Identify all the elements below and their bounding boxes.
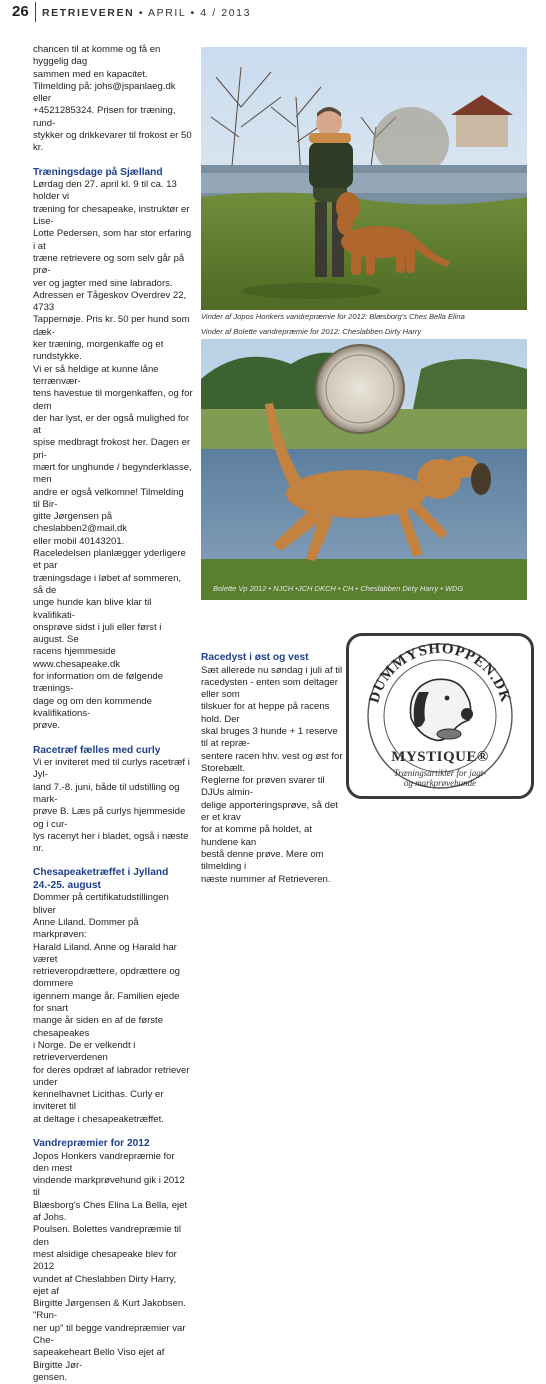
photo-man-with-dog xyxy=(201,47,527,310)
text-line: Vi er så heldige at kunne låne terrænvær- xyxy=(33,363,159,387)
text-line: for information om de følgende trænings- xyxy=(33,671,164,695)
ad-tagline-line-1: Træningsartikler for jagt- xyxy=(393,768,487,778)
text-line: lys racenyt her i bladet, også i næste nr. xyxy=(33,830,189,855)
paragraph-chesapeaketraeffet xyxy=(33,892,193,1126)
text-line: Harald Liland. Anne og Harald har været xyxy=(33,941,177,965)
photo-man-with-dog-image xyxy=(201,47,527,310)
text-line: racens hjemmeside www.chesapeake.dk xyxy=(33,646,121,670)
heading-racetraef: Racetræf fælles med curly xyxy=(33,744,161,756)
text-line: vindende markprøvehund gik i 2012 til xyxy=(33,1175,185,1199)
magazine-name: RETRIEVEREN xyxy=(42,7,135,19)
text-line: Raceledelsen planlægger yderligere et par xyxy=(33,548,186,572)
text-line: at deltage i chesapeaketræffet. xyxy=(33,1113,164,1125)
paragraph-traeningsdage xyxy=(33,179,193,732)
advertisement-dummyshoppen[interactable] xyxy=(346,633,534,799)
text-line: racedysten - enten som deltager eller som xyxy=(201,676,338,701)
text-line: Reglerne for prøven svarer til DJUs almin- xyxy=(201,775,325,799)
intro-paragraph xyxy=(33,44,193,155)
paragraph-vandrepraemier xyxy=(33,1151,193,1384)
text-line: Lørdag den 27. april kl. 9 til ca. 13 holder vi xyxy=(33,179,177,203)
text-line: +4521285324. Prisen for træning, rund- xyxy=(33,105,176,129)
running-header xyxy=(42,7,251,19)
text-line: sammen med en kapacitet. xyxy=(33,68,148,80)
text-line: vundet af Cheslabben Dirty Harry, ejet af xyxy=(33,1273,177,1297)
photo-dog-running-image xyxy=(201,339,527,600)
text-line: Lotte Pedersen, som har stor erfaring i at xyxy=(33,228,192,252)
text-line: skal bruges 3 hunde + 1 reserve til at repræ- xyxy=(201,725,338,750)
text-line: eller mobil 40143201. xyxy=(33,535,125,547)
text-line: chancen til at komme og få en hyggelig dag xyxy=(33,44,161,68)
text-line: Birgitte Jørgensen & Kurt Jakobsen. "Run- xyxy=(33,1298,186,1322)
right-article xyxy=(201,652,345,886)
page-number: 26 xyxy=(12,3,29,20)
ad-product-name: MYSTIQUE® xyxy=(391,749,489,765)
text-line: onsprøve sidst i juli eller først i august. Se xyxy=(33,621,162,646)
text-line: igennem mange år. Familien ejede for snart xyxy=(33,990,180,1015)
text-line: Tilmelding på: johs@jspanlaeg.dk eller xyxy=(33,80,176,105)
text-line: unge hunde kan blive klar til kvalifikati- xyxy=(33,597,152,621)
issue-info: • APRIL • 4 / 2013 xyxy=(138,7,252,19)
text-line: retrieveropdrættere, opdrættere og dommere xyxy=(33,966,180,990)
text-line: for deres opdræt af labrador retriever under xyxy=(33,1064,190,1088)
text-line: træningsdage i løbet af sommeren, så de xyxy=(33,572,182,596)
text-line: Dommer på certifikatudstillingen bliver xyxy=(33,892,169,916)
left-column xyxy=(33,44,193,1384)
text-line: næste nummer af Retrieveren. xyxy=(201,873,331,885)
text-line: sapeakeheart Bello Viso ejet af Birgitte Jør- xyxy=(33,1347,165,1371)
heading-chesapeaketraeffet: Chesapeaketræffet i Jylland xyxy=(33,867,169,879)
text-line: gitte Jørgensen på cheslabben2@mail.dk xyxy=(33,511,128,535)
text-line: tilskuer for at heppe på racens hold. Der xyxy=(201,701,330,725)
photo-caption-2: Vinder af Bolette vandrepræmie for 2012: Cheslabben Dirty Harry xyxy=(201,327,422,336)
heading-traeningsdage: Træningsdage på Sjælland xyxy=(33,166,163,178)
text-line: spise medbragt frokost her. Dagen er pri- xyxy=(33,437,191,461)
text-line: gensen. xyxy=(33,1371,67,1383)
photo-dog-running xyxy=(201,339,527,600)
page-header xyxy=(0,0,546,26)
text-line: land 7.-8. juni, både til udstilling og mark- xyxy=(33,781,180,805)
ad-tagline xyxy=(349,768,531,788)
text-line: mært for unghunde / begynderklasse, men xyxy=(33,462,192,486)
text-line: stykker og drikkevarer til frokost er 50 kr. xyxy=(33,130,192,154)
text-line: bestå denne prøve. Mere om tilmelding i xyxy=(201,848,324,873)
header-divider xyxy=(35,2,36,22)
ad-brand-text: DUMMYSHOPPEN.DK xyxy=(366,640,514,705)
ad-tagline-line-2: og markprøvehunde xyxy=(403,778,477,788)
heading-vandrepraemier: Vandrepræmier for 2012 xyxy=(33,1138,150,1150)
text-line: træning for chesapeake, instruktør er Lise- xyxy=(33,203,190,228)
text-line: prøve. xyxy=(33,720,61,732)
text-line: ker træning, morgenkaffe og et rundstykke. xyxy=(33,339,164,363)
text-line: Poulsen. Bolettes vandrepræmie til den xyxy=(33,1224,182,1248)
dog-head-icon xyxy=(410,679,473,740)
heading-racedyst: Racedyst i øst og vest xyxy=(201,652,309,663)
text-line: Jopos Honkers vandrepræmie for den mest xyxy=(33,1150,175,1174)
photo-overlay-text: Bolette Vp 2012 • NJCH •JCH DKCH • CH • Cheslabben Dirty Harry • WDG xyxy=(213,584,464,593)
text-line: Vi er inviteret med til curlys racetræf i Jyl- xyxy=(33,757,190,781)
text-line: ner up" til begge vandrepræmier var Che- xyxy=(33,1322,186,1346)
text-line: dage og om den kommende kvalifikations- xyxy=(33,695,152,719)
text-line: kennelhavnet Licithas. Curly er inviteret til xyxy=(33,1089,164,1113)
text-line: delige apporteringsprøve, så det er et krav xyxy=(201,799,338,824)
paragraph-racedyst xyxy=(201,665,345,886)
text-line: Tappernøje. Pris kr. 50 per hund som dæk- xyxy=(33,314,190,338)
heading-chesapeaketraeffet-date: 24.-25. august xyxy=(33,879,101,891)
text-line: for at komme på holdet, at hundene kan xyxy=(201,824,312,848)
text-line: Adressen er Tågeskov Overdrev 22, 4733 xyxy=(33,289,187,314)
text-line: prøve B. Læs på curlys hjemmeside og i cur- xyxy=(33,806,186,830)
text-line: i Norge. De er velkendt i retrieververdenen xyxy=(33,1039,136,1064)
text-line: Blæsborg's Ches Elina La Bella, ejet af Johs. xyxy=(33,1199,188,1224)
text-line: sentere racen hhv. vest og øst for Storebælt. xyxy=(201,750,343,774)
text-line: træne retrievere og som selv går på prø- xyxy=(33,252,185,277)
text-line: der har lyst, er der også mulighed for at xyxy=(33,412,190,437)
text-line: andre er også velkomne! Tilmelding til Bir- xyxy=(33,486,184,510)
photo-caption-1: Vinder af Jopos Honkers vandrepræmie for 2012: Blæsborg's Ches Bella Elina xyxy=(201,312,465,321)
text-line: mange år siden en af de første chesapeakes xyxy=(33,1015,164,1039)
paragraph-racetraef xyxy=(33,757,193,855)
text-line: Sæt allerede nu søndag i juli af til xyxy=(201,664,343,676)
text-line: tens havestue til morgenkaffen, og for dem xyxy=(33,388,193,412)
text-line: ver og jagter med sine labradors. xyxy=(33,277,173,289)
text-line: Anne Liland. Dommer på markprøven: xyxy=(33,917,139,941)
text-line: mest alsidige chesapeake blev for 2012 xyxy=(33,1248,177,1273)
